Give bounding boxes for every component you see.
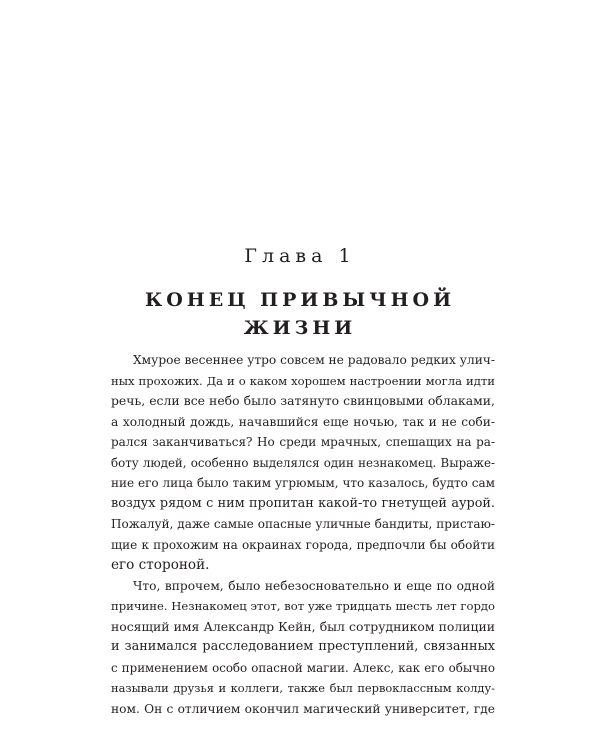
- paragraph-2: [111, 576, 495, 720]
- text-line: причине. Незнакомец этот, вот уже тридцать шесть лет гордо: [111, 599, 495, 613]
- text-line: Что, впрочем, было небезосновательно и еще по одной: [133, 578, 495, 593]
- text-line: его стороной.: [111, 557, 210, 573]
- text-line: а холодный дождь, начавшийся еще ночью, так и не соби-: [111, 414, 495, 429]
- text-line: Пожалуй, даже самые опасные уличные бандиты, пристаю-: [111, 517, 495, 531]
- text-line: рался заканчиваться? Но среди мрачных, спешащих на ра-: [111, 435, 495, 449]
- text-line: щие к прохожим на окраинах города, предпочли бы обойти: [111, 537, 495, 552]
- text-line: и занимался расследованием преступлений, связанных: [111, 639, 495, 654]
- chapter-title: [80, 286, 520, 342]
- paragraph-1: [111, 350, 495, 576]
- text-line: ние его лица было таким угрюмым, что казалось, будто сам: [111, 476, 495, 490]
- chapter-number: Глава 1: [244, 245, 356, 267]
- text-line: с применением особо опасной магии. Алекс, как его обычно: [111, 660, 495, 675]
- chapter-title-line-1: КОНЕЦ ПРИВЫЧНОЙ: [144, 289, 456, 311]
- text-line: ных прохожих. Да и о каком хорошем настроении могла идти: [111, 373, 495, 388]
- chapter-title-line-2: ЖИЗНИ: [243, 317, 357, 339]
- chapter-body: [111, 350, 495, 719]
- text-line: речь, если все небо было затянуто свинцовыми облаками,: [111, 393, 495, 408]
- text-line: Хмурое весеннее утро совсем не радовало редких улич-: [133, 353, 495, 367]
- text-line: ном. Он с отличием окончил магический университет, где: [111, 701, 495, 716]
- text-line: боту людей, особенно выделялся один незнакомец. Выраже-: [111, 455, 495, 470]
- text-line: носящий имя Александр Кейн, был сотрудником полиции: [111, 618, 495, 634]
- text-line: воздух рядом с ним пропитан какой-то гнетущей аурой.: [111, 495, 495, 511]
- text-line: называли друзья и коллеги, также был первоклассным колду-: [111, 681, 495, 695]
